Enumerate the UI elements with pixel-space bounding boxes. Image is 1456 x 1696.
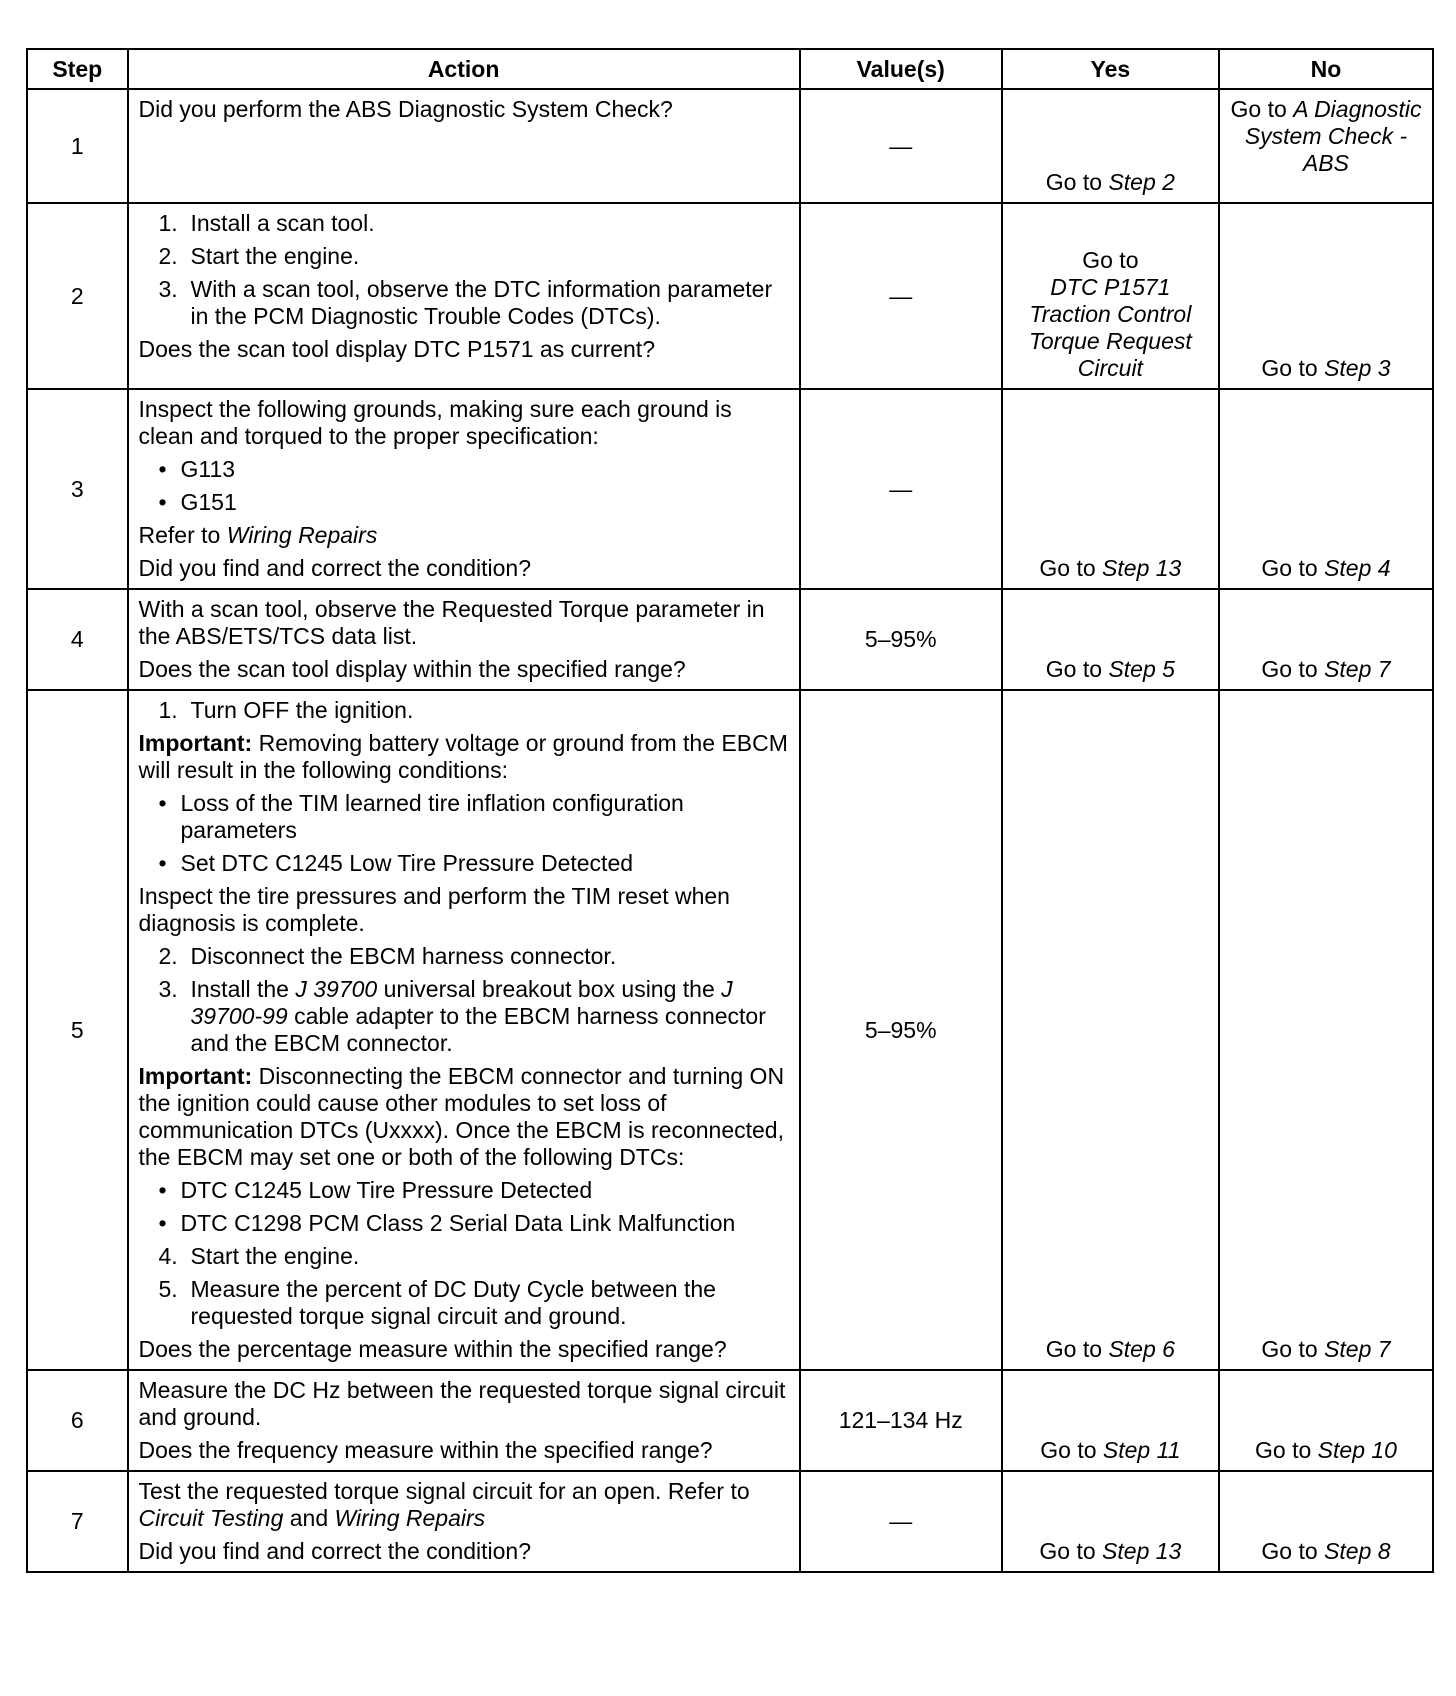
goto-label: Go to (1039, 555, 1103, 581)
yes-cell (1002, 1471, 1219, 1572)
no-link[interactable]: Step 4 (1324, 555, 1391, 581)
yes-cell (1002, 389, 1219, 589)
value-cell: 121–134 Hz (800, 1370, 1002, 1471)
wiring-repairs-link[interactable]: Wiring Repairs (334, 1505, 486, 1531)
list-item: • Set DTC C1245 Low Tire Pressure Detected (158, 850, 634, 876)
question-text: Did you find and correct the condition? (138, 555, 532, 581)
list-item: • DTC C1245 Low Tire Pressure Detected (158, 1177, 593, 1203)
inspect-text: Inspect the tire pressures and perform the TIM reset when diagnosis is complete. (138, 883, 730, 936)
step-number: 5 (27, 690, 128, 1370)
yes-link[interactable]: Step 13 (1102, 555, 1182, 581)
goto-label: Go to (1082, 247, 1139, 273)
value-cell: — (800, 1471, 1002, 1572)
no-cell (1219, 589, 1433, 690)
list-item: • DTC C1298 PCM Class 2 Serial Data Link Malfunction (158, 1210, 736, 1236)
goto-label: Go to (1261, 656, 1325, 682)
list-item: 1. Turn OFF the ignition. (158, 697, 414, 723)
value-cell: — (800, 203, 1002, 389)
action-cell (128, 389, 800, 589)
list-item: 4. Start the engine. (158, 1243, 360, 1269)
header-no: No (1219, 49, 1433, 89)
goto-label: Go to (1045, 656, 1109, 682)
question-text: Did you perform the ABS Diagnostic System Check? (138, 96, 673, 122)
action-cell (128, 89, 800, 203)
refer-text: Refer to Wiring Repairs (138, 522, 378, 548)
important-note: Important: Disconnecting the EBCM connector and turning ON the ignition could cause other modules to set loss of communication DTCs (Uxxxx). Once the EBCM is reconnected, the EBCM may set one or both of the following DTCs: (138, 1063, 785, 1170)
no-cell (1219, 1471, 1433, 1572)
intro-text: Inspect the following grounds, making sure each ground is clean and torqued to the proper specification: (138, 396, 732, 449)
action-cell (128, 690, 800, 1370)
goto-label: Go to (1261, 1538, 1325, 1564)
yes-cell (1002, 1370, 1219, 1471)
tool-name: J 39700 (295, 976, 378, 1002)
step-number: 2 (27, 203, 128, 389)
header-row (27, 49, 1433, 89)
list-item: 1. Install a scan tool. (158, 210, 375, 236)
intro-text: With a scan tool, observe the Requested Torque parameter in the ABS/ETS/TCS data list. (138, 596, 765, 649)
list-item: • Loss of the TIM learned tire inflation configuration parameters (158, 790, 684, 843)
table-row (27, 589, 1433, 690)
yes-link[interactable]: Step 6 (1108, 1336, 1175, 1362)
value-cell: 5–95% (800, 589, 1002, 690)
list-item: 2. Start the engine. (158, 243, 360, 269)
no-link[interactable]: A Diagnostic System Check - ABS (1244, 96, 1422, 176)
list-item: 3. With a scan tool, observe the DTC information parameter in the PCM Diagnostic Trouble Codes (DTCs). (158, 276, 773, 329)
no-cell (1219, 690, 1433, 1370)
goto-label: Go to (1039, 1538, 1103, 1564)
goto-label: Go to (1230, 96, 1294, 122)
adapter-name: J 39700-99 (190, 976, 733, 1029)
step-number: 1 (27, 89, 128, 203)
header-values: Value(s) (800, 49, 1002, 89)
question-text: Did you find and correct the condition? (138, 1538, 532, 1564)
yes-link[interactable]: Step 11 (1102, 1437, 1181, 1463)
step-number: 6 (27, 1370, 128, 1471)
value-cell: — (800, 389, 1002, 589)
list-item: • G113 (158, 456, 236, 482)
goto-label: Go to (1045, 169, 1109, 195)
no-link[interactable]: Step 10 (1317, 1437, 1397, 1463)
goto-label: Go to (1045, 1336, 1109, 1362)
goto-label: Go to (1261, 555, 1325, 581)
list-item: 2. Disconnect the EBCM harness connector. (158, 943, 617, 969)
table-row (27, 203, 1433, 389)
wiring-repairs-link[interactable]: Wiring Repairs (226, 522, 378, 548)
no-cell (1219, 389, 1433, 589)
question-text: Does the scan tool display DTC P1571 as current? (138, 336, 655, 362)
header-action: Action (128, 49, 800, 89)
step-number: 3 (27, 389, 128, 589)
table-row (27, 1471, 1433, 1572)
list-item: 5. Measure the percent of DC Duty Cycle between the requested torque signal circuit and ground. (158, 1276, 716, 1329)
no-link[interactable]: Step 3 (1324, 355, 1391, 381)
yes-cell (1002, 89, 1219, 203)
no-link[interactable]: Step 7 (1324, 656, 1391, 682)
no-link[interactable]: Step 8 (1324, 1538, 1391, 1564)
step-number: 4 (27, 589, 128, 690)
question-text: Does the percentage measure within the specified range? (138, 1336, 727, 1362)
no-cell (1219, 1370, 1433, 1471)
table-row (27, 690, 1433, 1370)
yes-link[interactable]: Step 13 (1102, 1538, 1182, 1564)
diagnostic-table (26, 48, 1434, 1573)
goto-label: Go to (1040, 1437, 1103, 1463)
circuit-testing-link[interactable]: Circuit Testing (138, 1505, 284, 1531)
table-row (27, 89, 1433, 203)
yes-cell (1002, 589, 1219, 690)
goto-label: Go to (1261, 355, 1325, 381)
table-row (27, 1370, 1433, 1471)
yes-link[interactable]: Step 5 (1108, 656, 1175, 682)
goto-label: Go to (1255, 1437, 1318, 1463)
yes-link[interactable]: Step 2 (1108, 169, 1175, 195)
yes-cell (1002, 203, 1219, 389)
step-number: 7 (27, 1471, 128, 1572)
question-text: Does the frequency measure within the specified range? (138, 1437, 713, 1463)
intro-text: Test the requested torque signal circuit for an open. Refer to Circuit Testing and Wiring Repairs (138, 1478, 750, 1531)
action-cell (128, 203, 800, 389)
no-link[interactable]: Step 7 (1324, 1336, 1391, 1362)
no-cell (1219, 203, 1433, 389)
header-step: Step (27, 49, 128, 89)
action-cell (128, 1471, 800, 1572)
question-text: Does the scan tool display within the specified range? (138, 656, 686, 682)
goto-label: Go to (1261, 1336, 1325, 1362)
yes-cell (1002, 690, 1219, 1370)
action-cell (128, 1370, 800, 1471)
yes-link[interactable]: DTC P1571 Traction Control Torque Request Circuit (1028, 274, 1192, 381)
value-cell: — (800, 89, 1002, 203)
action-cell (128, 589, 800, 690)
header-yes: Yes (1002, 49, 1219, 89)
value-cell: 5–95% (800, 690, 1002, 1370)
intro-text: Measure the DC Hz between the requested torque signal circuit and ground. (138, 1377, 786, 1430)
important-note: Important: Removing battery voltage or ground from the EBCM will result in the following conditions: (138, 730, 788, 783)
list-item: • G151 (158, 489, 237, 515)
list-item: 3. Install the J 39700 universal breakout box using the J 39700-99 cable adapter to the EBCM harness connector and the EBCM connector. (158, 976, 766, 1056)
table-row (27, 389, 1433, 589)
no-cell (1219, 89, 1433, 203)
